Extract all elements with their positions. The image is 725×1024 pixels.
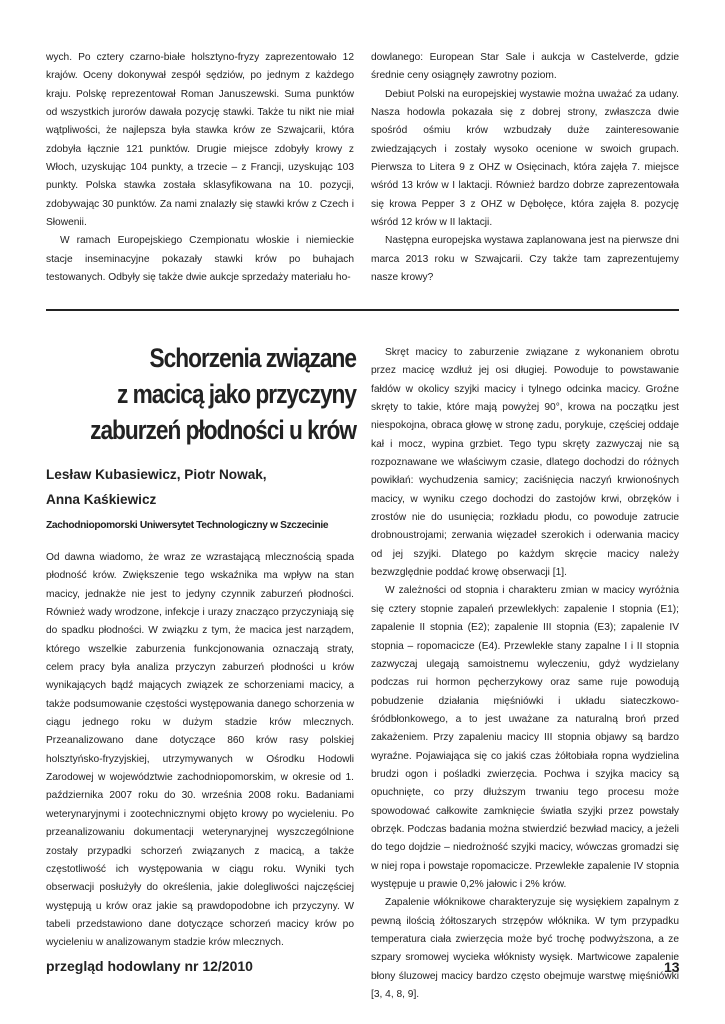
journal-footer: przegląd hodowlany nr 12/2010: [46, 958, 253, 974]
body-paragraph: W ramach Europejskiego Czempionatu włoskie i niemieckie stacje inseminacyjne pokazały stawki krów po buhajach testowanych. Odbyły się także dwie aukcje sprzedaży materiału ho-: [46, 235, 354, 284]
body-paragraph: dowlanego: European Star Sale i aukcja w Castelverde, gdzie średnie ceny osiągnęły zawrotny poziom.: [371, 52, 679, 82]
previous-article-left-column: [46, 49, 354, 287]
section-divider: [46, 309, 679, 311]
author-line: Lesław Kubasiewicz, Piotr Nowak,: [46, 467, 267, 482]
author-affiliation: Zachodniopomorski Uniwersytet Technologiczny w Szczecinie: [46, 520, 329, 531]
article-body-column: [371, 344, 679, 1004]
article-title-line: zaburzeń płodności u krów: [90, 415, 356, 445]
body-paragraph: Zapalenie włóknikowe charakteryzuje się wysiękiem zapalnym z pewną ilością żółtoszarych strzępów włóknika. W tym przypadku temperatura ciała zwierzęcia może być trochę podwyższona, a ze szpary sromowej wycieka włóknisty wysięk. Martwicowe zapalenie błony śluzowej macicy bardzo często obejmuje warstwę mięśniówki [3, 4, 8, 9].: [371, 897, 679, 1001]
article-title: [89, 340, 356, 448]
article-authors: [46, 462, 354, 512]
body-paragraph: W zależności od stopnia i charakteru zmian w macicy wyróżnia się cztery stopnie zapaleń przewlekłych: zapalenie I stopnia (E1); zapalenie II stopnia (E2); zapalenie III stopnia (E3); zapalenie IV stopnia – ropomacicze (E4). Przewlekłe stany zapalne I i II stopnia zazwyczaj ulegają samoistnemu wyleczeniu, gdyż wydzielany podczas rui hormon pęcherzykowy oraz same ruje powodują pobudzenie działania mięśniówki i układu siateczkowo-śródbłonkowego, a to jest uważane za naturalną broń przed zakażeniem. Przy zapaleniu macicy III stopnia objawy są bardzo wyraźne. Pojawiająca się co jakiś czas żółtobiała ropna wydzielina brudzi ogon i pośladki zwierzęcia. Pochwa i szyjka macicy są opuchnięte, co przy dłuższym trwaniu tego procesu może spowodować całkowite zamknięcie światła szyjki przez powstały obrzęk. Podczas badania można stwierdzić bezwład macicy, a jeżeli do tego dojdzie – niedrożność szyjki macicy, wówczas gromadzi się w niej ropa i powstaje ropomacicze. Przewlekłe zapalenie IV stopnia występuje u prawie 0,2% jałowic i 2% krów.: [371, 585, 679, 890]
body-paragraph: Debiut Polski na europejskiej wystawie można uważać za udany. Nasza hodowla pokazała się z dobrej strony, zwłaszcza dwie spośród ośmiu krów wzbudzały duże zainteresowanie zwiedzających i zostały wysoko ocenione w swoich grupach. Pierwsza to Litera 9 z OHZ w Osięcinach, która zajęła 7. miejsce wśród 13 krów w I laktacji. Również bardzo dobrze zaprezentowała się krowa Pepper 3 z OHZ w Dębołęce, która zajęła 8. pozycję wśród 12 krów w II laktacji.: [371, 88, 679, 229]
body-paragraph: Następna europejska wystawa zaplanowana jest na pierwsze dni marca 2013 roku w Szwajcarii. Czy także tam zaprezentujemy nasze krowy?: [371, 235, 679, 284]
page-number: 13: [664, 959, 680, 975]
article-intro-column: [46, 549, 354, 953]
article-title-line: z macicą jako przyczyny: [116, 379, 357, 409]
previous-article-right-column: [371, 49, 679, 287]
intro-paragraph: Od dawna wiadomo, że wraz ze wzrastającą mlecznością spada płodność krów. Zwiększenie tego wskaźnika ma wpływ na stan macicy, jednakże nie jest to jedyny czynnik zaburzeń płodności. Również wady wrodzone, infekcje i urazy znacząco przyczyniają się do spadku płodności. W związku z tym, że macica jest narządem, którego wszelkie zaburzenia funkcjonowania oznaczają straty, celem pracy była analiza przyczyn zaburzeń płodności u krów wynikających bądź mających związek ze schorzeniami macicy, a także podsumowanie częstości występowania danego schorzenia w ciągu jednego roku w dużym stadzie krów mlecznych. Przeanalizowano dane dotyczące 860 krów rasy polskiej holsztyńsko-fryzyjskiej, utrzymywanych w Ośrodku Hodowli Zarodowej w województwie zachodniopomorskim, w okresie od 1. października 2007 roku do 30. września 2008 roku. Badaniami weterynaryjnymi i zootechnicznymi objęto krowy po wycieleniu. Po przeanalizowaniu dokumentacji weterynaryjnej wyszczególnione zostały przypadki schorzeń związanych z macicą, a także częstotliwość ich występowania w ciągu roku. Wyniki tych obserwacji posłużyły do określenia, jakie dolegliwości najczęściej występują u krów oraz jakie są prawdopodobne ich przyczyny. W tabeli przedstawiono dane dotyczące schorzeń macicy krów po wycieleniu w analizowanym stadzie krów mlecznych.: [46, 552, 354, 949]
body-paragraph: wych. Po cztery czarno-białe holsztyno-fryzy zaprezentowało 12 krajów. Oceny dokonywał zespół sędziów, po jednym z każdego kraju. Polskę reprezentował Roman Januszewski. Suma punktów od wszystkich jurorów dawała pozycję stawki. Także tu nikt nie miał wątpliwości, że najlepsza była stawka krów ze Szwajcarii, która zdobyła łącznie 121 punktów. Drugie miejsce zdobyły krowy z Włoch, uzyskując 104 punkty, a trzecie – z Francji, uzyskując 103 punkty. Polska stawka została sklasyfikowana na 10. pozycji, zdobywając 30 punktów. Za nami znalazły się stawki krów z Czech i Słowenii.: [46, 52, 354, 229]
author-line: Anna Kaśkiewicz: [46, 492, 157, 507]
article-title-line: Schorzenia związane: [149, 343, 356, 373]
body-paragraph: Skręt macicy to zaburzenie związane z wykonaniem obrotu przez macicę wzdłuż jej osi długiej. Powoduje to powstawanie fałdów w okolicy szyjki macicy i tylnego odcinka macicy. Groźne skręty to takie, które mają powyżej 90°, krowa na początku jest niespokojna, obraca głowę w stronę zadu, porykuje, częściej oddaje kał i mocz, wypina grzbiet. Tego typu skręty zazwyczaj nie są rozpoznawane we właściwym czasie, dlatego dochodzi do różnych powikłań: wychudzenia samicy; zaciśnięcia naczyń krwionośnych macicy, w wyniku czego dochodzi do zastojów krwi, obrzęków i zrostów nie do usunięcia; rozkładu płodu, co powoduje zatrucie drobnoustrojami; zerwania więzadeł szerokich i oderwania macicy od jej szyjki. Dlatego po każdym skręcie macicy należy bezwzględnie poddać krowę obserwacji [1].: [371, 347, 679, 579]
